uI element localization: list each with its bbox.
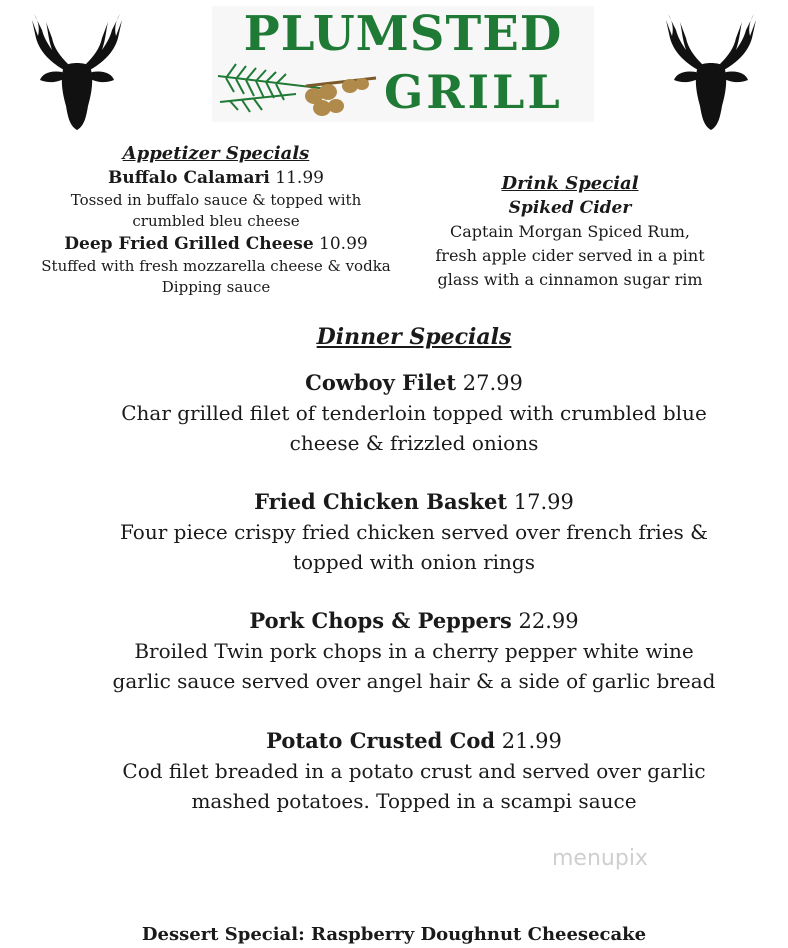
- item-price: 27.99: [462, 371, 523, 395]
- dinner-item: [0, 487, 788, 577]
- item-description: garlic sauce served over angel hair & a side of garlic bread: [112, 669, 716, 693]
- dinner-heading: Dinner Specials: [316, 324, 512, 350]
- appetizer-heading: Appetizer Specials: [122, 143, 310, 164]
- item-name: Pork Chops & Peppers: [249, 608, 512, 633]
- menu-item-title: [20, 232, 412, 256]
- item-description: crumbled bleu cheese: [132, 212, 300, 230]
- item-price: 11.99: [275, 168, 324, 188]
- item-price: 10.99: [319, 234, 368, 254]
- logo-title: PLUMSTED: [243, 6, 563, 62]
- item-name: Potato Crusted Cod: [266, 728, 496, 753]
- drink-description: glass with a cinnamon sugar rim: [437, 270, 703, 289]
- drink-description: fresh apple cider served in a pint: [435, 246, 705, 265]
- menu-item-title: [0, 726, 788, 756]
- deer-head-icon: [656, 8, 766, 138]
- item-description: Char grilled filet of tenderloin topped with crumbled blue: [121, 401, 707, 425]
- item-name: Cowboy Filet: [305, 370, 457, 395]
- item-price: 21.99: [501, 729, 562, 753]
- item-description: topped with onion rings: [293, 550, 535, 574]
- deer-head-icon: [22, 8, 132, 138]
- item-name: Deep Fried Grilled Cheese: [64, 234, 314, 254]
- drink-description: Captain Morgan Spiced Rum,: [449, 222, 691, 241]
- drink-heading: Drink Special: [501, 173, 639, 194]
- item-description: Cod filet breaded in a potato crust and served over garlic: [122, 759, 706, 783]
- dinner-item: [0, 606, 788, 696]
- item-price: 22.99: [518, 609, 579, 633]
- watermark: menupix: [552, 846, 648, 871]
- menu-item-title: [0, 487, 788, 517]
- restaurant-logo: [212, 6, 594, 122]
- appetizer-section: [20, 142, 412, 298]
- pine-branch-icon: [216, 56, 396, 118]
- item-name: Buffalo Calamari: [108, 168, 270, 188]
- drink-section: [420, 172, 720, 292]
- dinner-item: [0, 726, 788, 816]
- drink-name: Spiked Cider: [508, 198, 632, 218]
- item-name: Fried Chicken Basket: [254, 489, 508, 514]
- menu-item-title: [20, 166, 412, 190]
- item-description: Tossed in buffalo sauce & topped with: [70, 191, 362, 209]
- item-description: Broiled Twin pork chops in a cherry pepper white wine: [134, 639, 694, 663]
- item-description: Dipping sauce: [161, 278, 271, 296]
- item-price: 17.99: [513, 490, 574, 514]
- item-description: cheese & frizzled onions: [289, 431, 539, 455]
- dessert-special: Dessert Special: Raspberry Doughnut Cheesecake: [141, 924, 647, 945]
- menu-item-title: [0, 606, 788, 636]
- logo-subtitle: GRILL: [384, 65, 563, 119]
- item-description: Stuffed with fresh mozzarella cheese & vodka: [41, 257, 391, 275]
- dinner-item: [0, 368, 788, 458]
- item-description: mashed potatoes. Topped in a scampi sauce: [191, 789, 637, 813]
- menu-item-title: [0, 368, 788, 398]
- item-description: Four piece crispy fried chicken served over french fries &: [120, 520, 708, 544]
